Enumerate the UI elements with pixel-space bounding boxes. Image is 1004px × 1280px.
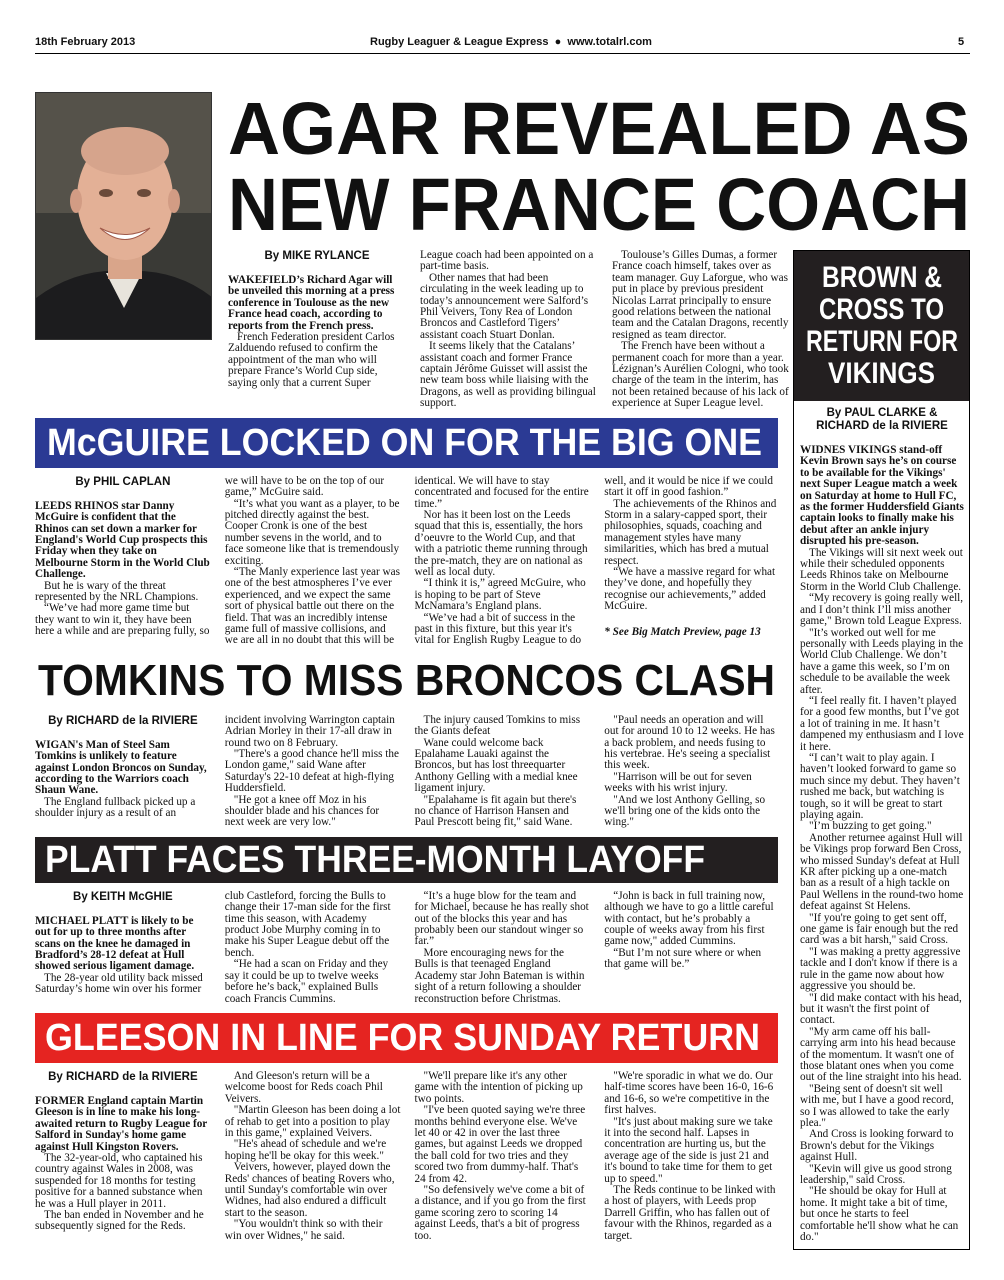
body-paragraph: And Cross is looking forward to Brown's debut for the Vikings against Hull. (800, 1128, 954, 1164)
byline: By MIKE RYLANCE (264, 250, 370, 262)
cross-reference-note: * See Big Match Preview, page 13 (604, 625, 761, 638)
body-paragraph: The Vikings will sit next week out while their scheduled opponents Leeds Rhinos take on Melbourne Storm in the World Club Challenge. (800, 546, 963, 593)
vikings-sidebar (793, 250, 970, 1250)
body-paragraph: "You wouldn't think so with their win over Widnes," he said. (224, 1218, 383, 1242)
body-paragraph: "He's ahead of schedule and we're hoping he'll be okay for this week." (224, 1138, 387, 1162)
body-paragraph: But he is wary of the threat represented by the NRL Champions. (35, 579, 199, 603)
byline: By RICHARD de la RIVIERE (48, 714, 198, 727)
gleeson-article-body (35, 1071, 780, 1242)
byline: By KEITH McGHIE (73, 890, 173, 903)
vikings-headline-line-4: VIKINGS (828, 357, 935, 390)
body-paragraph: Another returnee against Hull will be Vikings prop forward Ben Cross, who missed Sunday's defeat at Hull KR after picking up a one-match ban as a result of a high tackle on Paul Wellens in the round-two home defeat against St Helens. (800, 831, 964, 913)
mcguire-headline-banner (35, 418, 778, 468)
agar-article-body (228, 250, 790, 410)
body-paragraph: “It’s what you want as a player, to be pitched directly against the best. Cooper Cronk is one of the best number sevens in the world, and to face someone like that is tremendously exciting. (224, 497, 400, 567)
vikings-headline-row (794, 327, 969, 359)
body-paragraph: “I can’t wait to play again. I haven’t looked forward to game so much since my debut. They haven’t rushed me back, but watching is tough, so it will be great to start playing again. (800, 751, 960, 821)
mcguire-article-body (35, 476, 780, 647)
body-paragraph: Other names that had been circulating in the week leading up to today’s announcement were Salford’s Phil Veivers, Tony Rea of London Broncos and Castleford Tigers’ assistant coach Stuart Donlan. (420, 271, 589, 341)
body-paragraph: "We'll prepare like it's any other game with the intention of picking up two points. (414, 1069, 583, 1105)
vikings-headline-line-2: CROSS TO (819, 293, 944, 326)
body-paragraph: “The Manly experience last year was one of the best atmospheres I’ve ever experienced, and we expect the same sort of physical battle out there on the field. That was an incredibly intense game full of massive collisions, and we are all in no doubt that this will be identical. We will have to stay concentrated and focused for the entire time.” (224, 474, 589, 647)
gleeson-headline-banner (35, 1013, 778, 1063)
body-paragraph: "I've been quoted saying we're three months behind everyone else. We've let 40 or 42 in over the last three games, but against Leeds we dropped the ball cold for two tries and they scored two from dummy-half. That's 24 from 42. (414, 1104, 586, 1185)
body-paragraph: "Being sent of doesn't sit well with me, but I have a good record, so I was allowed to take the early plea." (800, 1082, 954, 1129)
vikings-headline-line-3: RETURN FOR (805, 325, 958, 358)
body-paragraph: Veivers, however, played down the Reds' chances of beating Rovers who, until Sunday's comfortable win over Widnes, had also endured a difficult start to the season. (224, 1161, 395, 1219)
issue-date: 18th February 2013 (35, 36, 136, 48)
vikings-headline (794, 251, 969, 401)
body-paragraph: French Federation president Carlos Zalduendo refused to confirm the appointment of the man who will prepare France’s World Cup side, saying only that a current Super League coach had been appointed on a part-time basis. (228, 249, 594, 389)
publication-title: Rugby Leaguer & League Express (370, 36, 549, 48)
lead-paragraph: WAKEFIELD’s Richard Agar will be unveiled this morning at a press conference in Toulouse as the new France head coach, according to reports from the French press. (228, 274, 395, 332)
lead-paragraph: FORMER England captain Martin Gleeson is in line to make his long-awaited return to Rugby League for Salford in Sunday's home game against Hull Kingston Rovers. (35, 1094, 208, 1153)
vikings-headline-line-1: BROWN & (821, 261, 942, 294)
body-paragraph: The injury caused Tomkins to miss the Giants defeat (414, 713, 581, 738)
agar-headline-line-2: NEW FRANCE COACH (228, 163, 970, 246)
body-paragraph: "We're sporadic in what we do. Our half-time scores have been 16-0, 16-6 and 16-6, so we're competitive in the first halves. (604, 1069, 774, 1117)
tomkins-article-body (35, 715, 780, 829)
publication-name (370, 36, 652, 49)
tomkins-headline: TOMKINS TO MISS BRONCOS CLASH (38, 655, 775, 705)
body-paragraph: “I feel really fit. I haven’t played for a good few months, but I’ve got a lot of training in me. It hasn’t dampened my enthusiasm and I love it here. (800, 694, 964, 753)
body-paragraph: "If you're going to get sent off, one game is fair enough but the red card was a bit harsh," said Cross. (800, 911, 959, 947)
body-paragraph: “We have a massive regard for what they’ve done, and hopefully they recognise our achievements,” added McGuire. (604, 565, 776, 613)
bullet-icon: ● (554, 36, 562, 48)
body-paragraph: "And we lost Anthony Gelling, so we'll bring one of the kids onto the wing." (604, 793, 766, 829)
body-paragraph: “We’ve had a bit of success in the past in this fixture, but this year it's vital for English Rugby League to do well, and it would be nice if we could start it off in good fashion.” (414, 474, 773, 647)
agar-headline (228, 87, 970, 170)
body-paragraph: "I did make contact with his head, but it wasn't the first point of contact. (800, 991, 962, 1027)
agar-headline-line-1: AGAR REVEALED AS (228, 87, 970, 170)
platt-article-body (35, 891, 780, 1005)
body-paragraph: "Paul needs an operation and will out for around 10 to 12 weeks. He has a back problem, and needs fusing to his vertebrae. He's seeing a specialist this week. (604, 713, 775, 772)
body-paragraph: "So defensively we've come a bit of a distance, and if you go from the first game scoring zero to scoring 14 against Leeds, that's a bit of progress too. (414, 1183, 586, 1242)
body-paragraph: More encouraging news for the Bulls is that teenaged England Academy star John Bateman is within sight of a return following a shoulder reconstruction before Christmas. (414, 946, 585, 1005)
body-paragraph: "I was making a pretty aggressive tackle and I don't know if there is a rule in the game now about how aggressive you should be. (800, 945, 961, 993)
body-paragraph: "My arm came off his ball-carrying arm into his head because of the momentum. It wasn't one of those blatant ones when you come out of the line straight into his head. (800, 1025, 962, 1084)
body-paragraph: “John is back in full training now, although we have to go a little careful with contact, but he’s probably a couple of weeks away from his first game now," added Cummins. (604, 889, 774, 948)
body-paragraph: “But I’m not sure where or when that game will be.” (604, 946, 762, 971)
body-paragraph: “He had a scan on Friday and they say it could be up to twelve weeks before he’s back," explained Bulls coach Francis Cummins. (224, 958, 389, 1005)
lead-paragraph: LEEDS RHINOS star Danny McGuire is confident that the Rhinos can set down a marker for England's World Cup prospects this Friday when they take on Melbourne Storm in the World Club Challenge. (35, 499, 210, 581)
body-paragraph: The 32-year-old, who captained his country against Wales in 2008, was suspended for 18 months for testing positive for a banned substance when he was a Hull player in 2011. (35, 1151, 203, 1210)
body-paragraph: And Gleeson's return will be a welcome boost for Reds coach Phil Veivers. (224, 1069, 383, 1105)
body-paragraph: Toulouse’s Gilles Dumas, a former France coach himself, takes over as team manager. Guy Laforgue, who was put in place by previous president Nicolas Larrat principally to ensure good relations between the national team and the Catalan Dragons, recently resigned as team director. (612, 249, 789, 341)
body-paragraph: The 28-year old utility back missed Saturday’s home win over his former club Castleford, forcing the Bulls to change their 17-man side for the first time this season, with Academy product Jobe Murphy coming in to make his Super League debut off the bench. (35, 889, 391, 996)
body-paragraph: “My recovery is going really well, and I don’t think I’ll miss another game," Brown told League Express. (800, 592, 964, 628)
body-paragraph: The England fullback picked up a shoulder injury as a result of an incident involving Warrington captain Adrian Morley in their 17-all draw in round two on 8 February. (35, 713, 395, 820)
body-paragraph: "He got a knee off Moz in his shoulder blade and his chances for next week are very low." (224, 793, 380, 829)
byline: By PAUL CLARKE & RICHARD de la RIVIERE (816, 407, 948, 432)
byline: By RICHARD de la RIVIERE (48, 1070, 198, 1083)
richard-agar-photo (35, 92, 212, 340)
body-paragraph: It seems likely that the Catalans’ assistant coach and former France captain Jérôme Guisset will assist the new team boss while liaising with the Dragons, as well as providing bilingual support. (420, 340, 596, 410)
body-paragraph: “It’s a huge blow for the team and for Michael, because he has really shot out of the blocks this year and has probably been our standout winger so far.” (414, 889, 589, 948)
vikings-article-body (794, 401, 969, 1243)
lead-paragraph: MICHAEL PLATT is likely to be out for up to three months after scans on the knee he damaged in Bradford’s 28-12 defeat at Hull showed serious ligament damage. (35, 914, 195, 973)
body-paragraph: Nor has it been lost on the Leeds squad that this is, essentially, the hors d’oeuvre to the World Cup, and that with a patriotic theme running through the pre-match, they are on national as well as local duty. (414, 508, 588, 578)
body-paragraph: Wane could welcome back Epalahame Lauaki against the Broncos, but has lost threequarter Anthony Gelling with a medial knee ligament injury. (414, 736, 578, 795)
website-link[interactable]: www.totalrl.com (567, 36, 652, 48)
body-paragraph: The Reds continue to be linked with a host of players, with Leeds prop Darrell Griffin, who has fallen out of favour with the Rhinos, regarded as a target. (604, 1183, 776, 1242)
body-paragraph: The achievements of the Rhinos and Storm in a salary-capped sport, their philosophies, squads, coaching and management styles have many similarities, which has bred a mutual respect. (604, 497, 777, 567)
vikings-headline-row (794, 359, 969, 391)
platt-headline-banner (35, 837, 778, 883)
gleeson-headline: GLEESON IN LINE FOR SUNDAY RETURN (45, 1016, 760, 1059)
vikings-headline-row (794, 295, 969, 327)
lead-paragraph: WIGAN's Man of Steel Sam Tomkins is unlikely to feature against London Broncos on Sunday, according to the Warriors coach Shaun Wane. (35, 738, 207, 797)
body-paragraph: "Epalahame is fit again but there's no chance of Harrison Hansen and Paul Prescott being fit," said Wane. (414, 793, 577, 829)
body-paragraph: "Martin Gleeson has been doing a lot of rehab to get into a position to play in this game," explained Veivers. (224, 1104, 401, 1139)
body-paragraph: “We’ve had more game time but they want to win it, they have been here a while and are preparing fully, so we will have to be on the top of our game,” McGuire said. (35, 474, 385, 638)
body-paragraph: "He should be okay for Hull at home. It might take a bit of time, but once he starts to feel comfortable he'll show what he can do." (800, 1185, 959, 1244)
body-paragraph: "Harrison will be out for seven weeks with his wrist injury. (604, 770, 752, 795)
body-paragraph: The ban ended in November and he subsequently signed for the Reds. (35, 1208, 204, 1233)
body-paragraph: "It's just about making sure we take it into the second half. Lapses in concentration are hurting us, but the average age of the side is just 21 and it's bound to take time for them to get up to speed." (604, 1115, 773, 1185)
page-number: 5 (958, 36, 965, 48)
body-paragraph: "Kevin will give us good strong leadership," said Cross. (800, 1162, 952, 1186)
mcguire-headline: McGUIRE LOCKED ON FOR THE BIG ONE (47, 421, 762, 464)
header-rule (35, 53, 970, 54)
platt-headline: PLATT FACES THREE-MONTH LAYOFF (45, 838, 705, 881)
tomkins-headline-box (35, 655, 778, 707)
body-paragraph: The French have been without a permanent coach for more than a year. Lézignan’s Aurélien Cologni, who took charge of the team in the interim, has not been retained because of his lack of experience at Super League level. (612, 340, 789, 410)
body-paragraph: "I’m buzzing to get going." (809, 820, 932, 833)
agar-headline-row-2 (228, 163, 970, 246)
byline: By PHIL CAPLAN (75, 475, 171, 488)
body-paragraph: “I think it is,” agreed McGuire, who is hoping to be part of Steve McNamara’s England plans. (414, 577, 586, 613)
vikings-headline-row (794, 263, 969, 295)
lead-paragraph: WIDNES VIKINGS stand-off Kevin Brown says he’s on course to be available for the Vikings' next Super League match a week on Saturday at home to Hull FC, as the former Huddersfield Giants captain looks to finally make his debut after an ankle injury disrupted his pre-season. (800, 444, 964, 548)
body-paragraph: "There's a good chance he'll miss the London game," said Wane after Saturday's 22-10 defeat at high-flying Huddersfield. (224, 748, 399, 795)
body-paragraph: "It’s worked out well for me personally with Leeds playing in the World Club Challenge. We don’t have a game this week, so I’m on schedule to be available the week after. (800, 626, 964, 696)
